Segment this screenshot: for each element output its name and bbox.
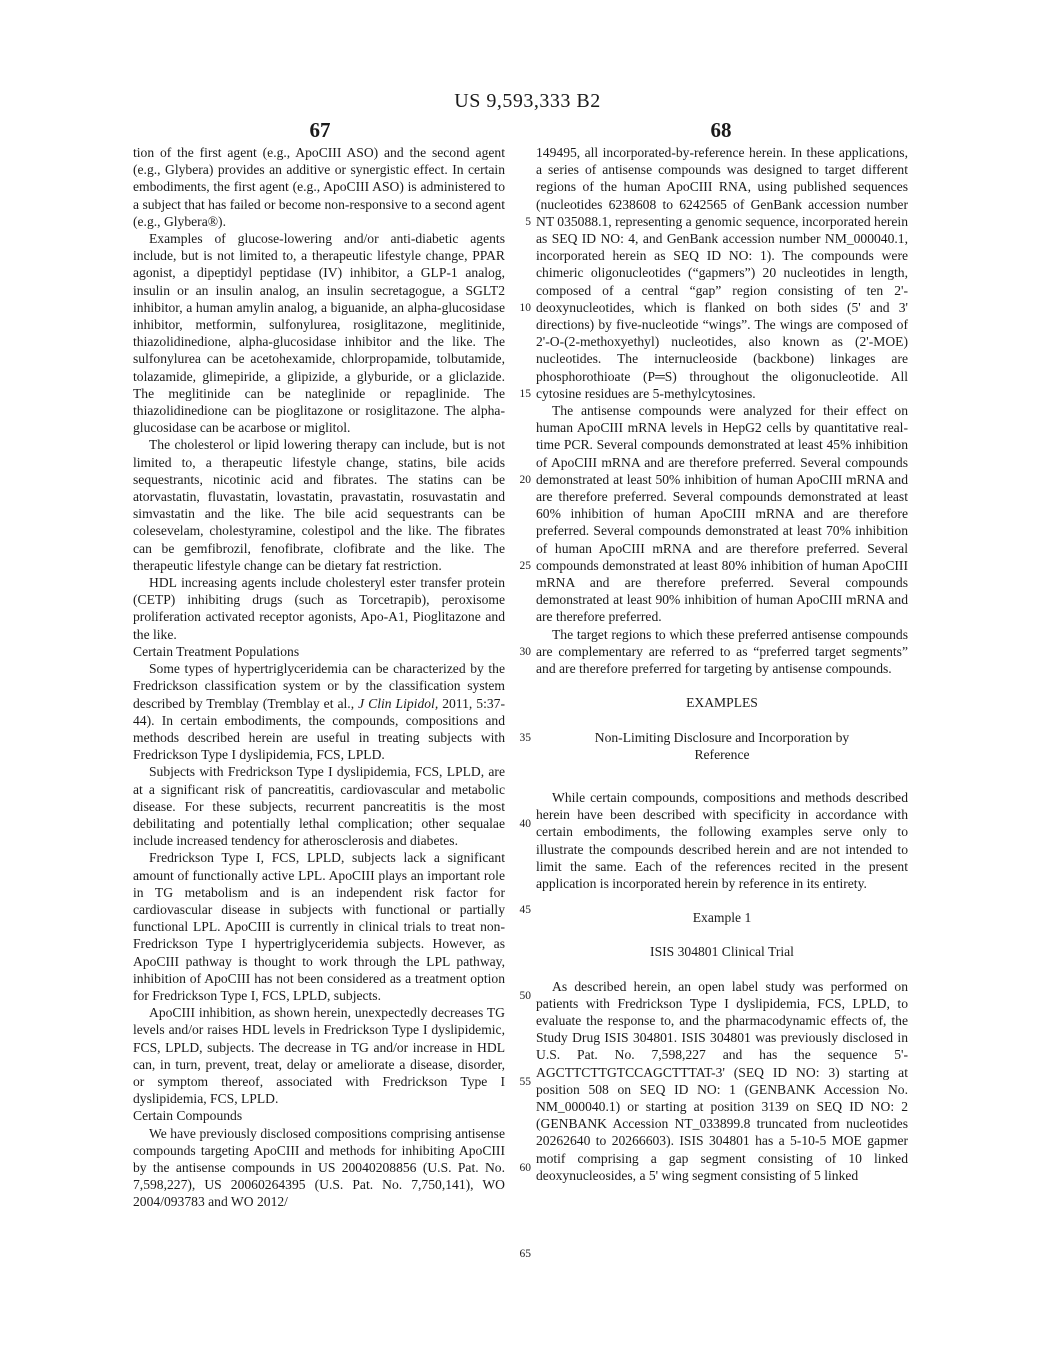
clinical-trial-heading: ISIS 304801 Clinical Trial [650, 944, 794, 960]
right-paragraph-2: The antisense compounds were analyzed for their effect on human ApoCIII mRNA levels in HepG2 cells by quantitative real-time PCR. Several compounds demonstrated at least 45% inhibition of ApoCIII mRNA and are therefore preferred. Several compounds demonstrated at least 50% inhibition of human ApoCIII mRNA and are therefore preferred. Several compounds demonstrated at least 60% inhibition of human ApoCIII mRNA and are therefore preferred. Several compounds demonstrated at least 70% inhibition of human ApoCIII mRNA and are therefore preferred. Several compounds demonstrated at least 80% inhibition of human ApoCIII mRNA and are therefore preferred. Several compounds demonstrated at least 90% inhibition of human ApoCIII mRNA and are therefore preferred. [536, 403, 908, 625]
disclosure-heading: Non-Limiting Disclosure and Incorporation by Reference [594, 729, 850, 762]
line-number: 15 [519, 388, 531, 400]
paragraph-5-text-a: Some types of hypertriglyceridemia can be characterized by the Fredrickson classification system or by the classification system described by Tremblay (Tremblay et al., [133, 661, 505, 711]
journal-citation: J Clin Lipidol, [358, 695, 439, 711]
left-paragraph-2: Examples of glucose-lowering and/or anti-diabetic agents include, but is not limited to, a therapeutic lifestyle change, PPAR agonist, a dipeptidyl peptidase (IV) inhibitor, a GLP-1 analog, insulin or an insulin analog, an insulin secretagogue, a SGLT2 inhibitor, a human amylin analog, a biguanide, an alpha-glucosidase inhibitor, metformin, sulfonylurea, rosiglitazone, meglitinide, thiazolidinedione, alpha-glucosidase inhibitor and the like. The sulfonylurea can be acetohexamide, chlorpropamide, tolbutamide, tolazamide, glimepiride, a glipizide, a glyburide, or a gliclazide. The meglitinide can be nateglinide or repaglinide. The thiazolidinedione can be pioglitazone or rosiglitazone. The alpha-glucosidase can be acarbose or miglitol. [133, 231, 505, 436]
left-paragraph-1: tion of the first agent (e.g., ApoCIII ASO) and the second agent (e.g., Glybera) provides an additive or synergistic effect. In certain embodiments, the first agent (e.g., ApoCIII ASO) is administered to a subject that has failed or become non-responsive to a second agent (e.g., Glybera®). [133, 145, 505, 229]
line-number: 30 [519, 646, 531, 658]
right-paragraph-5: As described herein, an open label study was performed on patients with Fredrickson Type I dyslipidemia, FCS, LPLD, to evaluate the response to, and the pharmacodynamic effects of, the Study Drug ISIS 304801. ISIS 304801 was previously disclosed in U.S. Pat. No. 7,598,227 and has the sequence 5'-AGCTTCTTGTCCAGCTTTAT-3' (SEQ ID NO: 3) starting at position 508 on SEQ ID NO: 1 (GENBANK Accession No. NM_000040.1) or starting at position 3139 on SEQ ID NO: 2 (GENBANK Accession NT_033899.8 truncated from nucleotides 20262640 to 20266603). ISIS 304801 has a 5-10-5 MOE gapmer motif comprising a gap segment consisting of 10 linked deoxynucleosides, a 5' wing segment consisting of 5 linked [536, 978, 908, 1183]
line-number: 45 [519, 904, 531, 916]
right-paragraph-3: The target regions to which these preferred antisense compounds are complementary are referred to as “preferred target segments” and are therefore preferred for targeting by antisense compounds. [536, 626, 908, 677]
left-paragraph-4: HDL increasing agents include cholesteryl ester transfer protein (CETP) inhibiting drugs (such as Torcetrapib), peroxisome proliferation activated receptor agonists, Apo-A1, Pioglitazone and the like. [133, 575, 505, 642]
paragraph-5-text-b: 2011, 5:37-44). In certain embodiments, the compounds, compositions and methods described herein are useful in treating subjects with Fredrickson Type I dyslipidemia, FCS, LPLD. [133, 695, 505, 763]
left-paragraph-7: Fredrickson Type I, FCS, LPLD, subjects lack a significant amount of functionally active LPL. ApoCIII plays an important role in TG metabolism and is an independent risk factor for cardiovascular disease in subjects with functional or partially functional LPL. ApoCIII is currently in clinical trials to treat non-Fredrickson Type I hypertriglyceridemia subjects. However, as ApoCIII pathway is thought to work through the LPL pathway, inhibition of ApoCIII has not been considered as a treatment option for Fredrickson Type I, FCS, LPLD, subjects. [133, 850, 505, 1003]
line-number: 5 [525, 216, 531, 228]
section-heading-treatment-populations: Certain Treatment Populations [133, 643, 300, 659]
right-page-number: 68 [710, 118, 732, 142]
left-paragraph-5 [133, 660, 505, 763]
line-number: 55 [519, 1076, 531, 1088]
line-number: 20 [519, 474, 531, 486]
section-heading-certain-compounds: Certain Compounds [133, 1108, 243, 1124]
line-number: 40 [519, 818, 531, 830]
example-1-heading: Example 1 [692, 910, 752, 926]
left-paragraph-8: ApoCIII inhibition, as shown herein, unexpectedly decreases TG levels and/or raises HDL levels in Fredrickson Type I dyslipidemic, FCS, LPLD, subjects. The decrease in TG and/or increase in HDL can, in turn, prevent, treat, delay or ameliorate a disease, disorder, or symptom thereof, associated with Fredrickson Type I dyslipidemia, FCS, LPLD. [133, 1005, 505, 1107]
left-paragraph-9: We have previously disclosed compositions comprising antisense compounds targeting ApoCIII and methods for inhibiting ApoCIII by the antisense compounds in US 20040208856 (U.S. Pat. No. 7,598,227), US 20060264395 (U.S. Pat. No. 7,750,141), WO 2004/093783 and WO 2012/ [133, 1125, 505, 1210]
line-number: 35 [519, 732, 531, 744]
examples-heading: EXAMPLES [686, 695, 758, 711]
line-number: 25 [519, 560, 531, 572]
patent-number: US 9,593,333 B2 [454, 90, 601, 112]
left-column [133, 144, 505, 1211]
right-column [536, 144, 908, 1184]
right-paragraph-4: While certain compounds, compositions and methods described herein have been described with specificity in accordance with certain embodiments, the following examples serve only to illustrate the compounds described herein and are not intended to limit the same. Each of the references recited in the present application is incorporated herein by reference in its entirety. [536, 789, 908, 891]
left-paragraph-3: The cholesterol or lipid lowering therapy can include, but is not limited to, a therapeutic lifestyle change, statins, bile acids sequestrants, nicotinic acid and fibrates. The statins can be atorvastatin, fluvastatin, lovastatin, pravastatin, rosuvastatin and simvastatin and the like. The bile acid sequestrants can be colesevelam, cholestyramine, colestipol and the like. The fibrates can be gemfibrozil, fenofibrate, clofibrate and the like. The therapeutic lifestyle change can be dietary fat restriction. [133, 437, 505, 573]
left-paragraph-6: Subjects with Fredrickson Type I dyslipidemia, FCS, LPLD, are at a significant risk of pancreatitis, cardiovascular and metabolic disease. For these subjects, recurrent pancreatitis is the most debilitating and potentially lethal complication; other sequalae include increased tendency for atherosclerosis and diabetes. [133, 764, 505, 849]
left-page-number: 67 [309, 118, 331, 142]
line-number: 50 [519, 990, 531, 1002]
line-number: 60 [519, 1162, 531, 1174]
line-number: 10 [519, 302, 531, 314]
line-number: 65 [519, 1248, 531, 1260]
right-paragraph-1: 149495, all incorporated-by-reference herein. In these applications, a series of antisense compounds was designed to target different regions of the human ApoCIII RNA, using published sequences (nucleotides 6238608 to 6242565 of GenBank accession number NT 035088.1, representing a genomic sequence, incorporated herein as SEQ ID NO: 4, and GenBank accession number NM_000040.1, incorporated herein as SEQ ID NO: 1). The compounds were chimeric oligonucleotides (“gapmers”) 20 nucleotides in length, composed of a central “gap” region consisting of ten 2'-deoxynucleotides, which is flanked on both sides (5' and 3' directions) by five-nucleotide “wings”. The wings are composed of 2'-O-(2-methoxyethyl) nucleotides, also known as (2'-MOE) nucleotides. The internucleoside (backbone) linkages are phosphorothioate (P═S) throughout the oligonucleotide. All cytosine residues are 5-methylcytosines. [536, 145, 908, 401]
